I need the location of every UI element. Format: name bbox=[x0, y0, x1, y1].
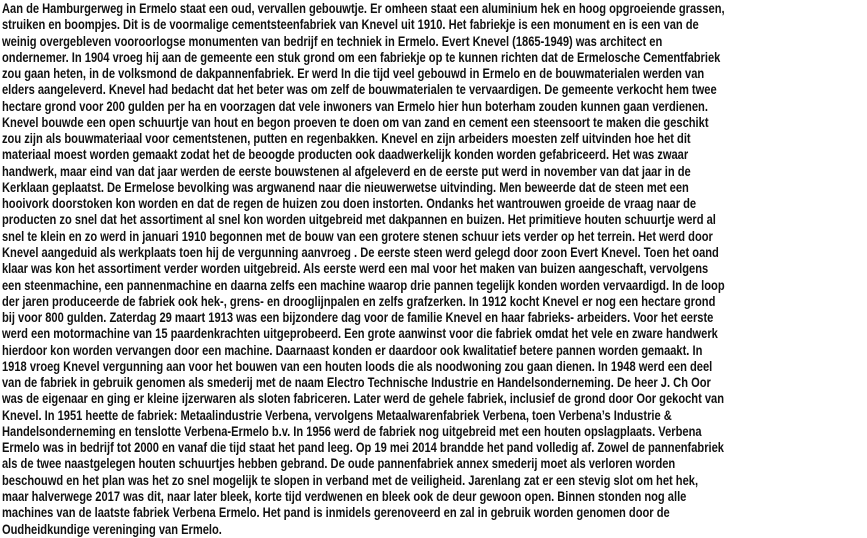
text-line: Handelsonderneming en tenslotte Verbena-Ermelo b.v. In 1956 werd de fabriek nog uitgebreid met een houten opslagplaats. Verbena bbox=[2, 423, 702, 439]
text-line: producten zo snel dat het assortiment al snel kon worden uitgebreid met dakpannen en buizen. Het primitieve houten schuurtje werd al bbox=[2, 212, 716, 228]
text-line: 1918 vroeg Knevel vergunning aan voor het bouwen van een houten loods die als noodwoning zou gaan dienen. In 1948 werd een deel bbox=[2, 358, 713, 374]
text-line: Kerklaan geplaatst. De Ermelose bevolking was argwanend naar die nieuwerwetse uitvinding. Men beweerde dat de steen met een bbox=[2, 179, 689, 195]
text-line: hierdoor kon worden vervangen door een machine. Daarnaast konden er daardoor ook kwalitatief betere pannen worden gemaakt. In bbox=[2, 342, 703, 358]
text-line: Knevel bouwde een open schuurtje van hout en begon proeven te doen om van zand en cement een steensoort te maken die geschikt bbox=[2, 114, 709, 130]
text-line: hectare grond voor 200 gulden per ha en voorzagen dat vele inwoners van Ermelo hier hun boterham zouden kunnen gaan verdienen. bbox=[2, 98, 708, 114]
text-line: Ermelo was in bedrijf tot 2000 en vanaf die tijd staat het pand leeg. Op 19 mei 2014 brandde het pand volledig af. Zowel de pannenfabriek bbox=[2, 440, 724, 456]
text-line: maar halverwege 2017 was dit, naar later bleek, korte tijd verdwenen en bleek ook de deur gewoon open. Binnen stonden nog alle bbox=[2, 488, 687, 504]
text-line: bij voor 800 gulden. Zaterdag 29 maart 1913 was een bijzondere dag voor de familie Knevel en haar fabrieks- arbeiders. Voor het eerste bbox=[2, 310, 714, 326]
text-line: Oudheidkundige vereninging van Ermelo. bbox=[2, 521, 222, 537]
text-line: van de fabriek in gebruik genomen als smederij met de naam Electro Technische Industrie en Handelsonderneming. De heer J. Ch Oor bbox=[2, 375, 711, 391]
text-line: snel te klein en zo werd in januari 1910 begonnen met de bouw van een grotere stenen schuur iets verder op het terrein. Het werd door bbox=[2, 228, 713, 244]
text-line: Aan de Hamburgerweg in Ermelo staat een oud, vervallen gebouwtje. Er omheen staat een aluminium hek en hoog opgroeiende grassen, bbox=[2, 1, 725, 16]
text-line: klaar was kon het assortiment verder worden uitgebreid. Als eerste werd een mal voor het maken van buizen aangeschaft, vervolgens bbox=[2, 261, 709, 277]
text-line: als de twee naastgelegen houten schuurtjes hebben gebrand. De oude pannenfabriek annex smederij moet als verloren worden bbox=[2, 456, 676, 472]
text-line: beschouwd en het plan was het zo snel mogelijk te slopen in verband met de veiligheid. Jarenlang zat er een stevig slot om het hek, bbox=[2, 472, 699, 488]
text-line: machines van de laatste fabriek Verbena Ermelo. Het pand is inmidels gerenoveerd en zal in gebruik worden genomen door de bbox=[2, 505, 670, 521]
text-line: hooivork doorstoken kon worden en dat de regen de huizen zou doen instorten. Ondanks het wantrouwen groeide de vraag naar de bbox=[2, 196, 697, 212]
text-line: zou gaan heten, in de volksmond de dakpannenfabriek. Er werd In die tijd veel gebouwd in Ermelo en de bouwmaterialen werden van bbox=[2, 66, 705, 82]
text-line: een steenmachine, een pannenmachine en daarna zelfs een machine waarop drie pannen tegelijk konden worden vervaardigd. In de loop bbox=[2, 277, 725, 293]
text-line: zou zijn als bouwmateriaal voor cementstenen, putten en regenbakken. Knevel en zijn arbeiders moesten zelf uitvinden hoe het dit bbox=[2, 131, 691, 147]
text-line: Knevel. In 1951 heette de fabriek: Metaalindustrie Verbena, vervolgens Metaalwarenfabriek Verbena, toen Verbena’s Industrie & bbox=[2, 407, 672, 423]
text-line: was de eigenaar en ging er kleine ijzerwaren als sloten fabriceren. Later werd de gehele fabriek, inclusief de grond door Oor gekocht van bbox=[2, 391, 725, 407]
text-line: elders aangeleverd. Knevel had bedacht dat het beter was om zelf de bouwmaterialen te vervaardigen. De gemeente verkocht hem twee bbox=[2, 82, 717, 98]
text-line: materiaal moest worden gemaakt zodat het de beoogde producten ook daadwerkelijk konden worden gefabriceerd. Het was zwaar bbox=[2, 147, 689, 163]
text-line: Knevel aangeduid als werkplaats toen hij de vergunning aanvroeg . De eerste steen werd gelegd door zoon Evert Knevel. Toen het oand bbox=[2, 244, 719, 260]
text-line: struiken en boompjes. Dit is de voormalige cementsteenfabriek van Knevel uit 1910. Het fabriekje is een monument en is een van de bbox=[2, 17, 699, 33]
text-line: handwerk, maar eind van dat jaar werden de eerste bouwstenen al afgeleverd en de eerste put werd in november van dat jaar in de bbox=[2, 163, 691, 179]
text-line: weinig overgebleven vooroorlogse monumenten van bedrijf en techniek in Ermelo. Evert Knevel (1865-1949) was architect en bbox=[2, 33, 663, 49]
text-line: ondernemer. In 1904 vroeg hij aan de gemeente een stuk grond om een fabriekje op te kunnen richten dat de Ermelosche Cementfabriek bbox=[2, 49, 721, 65]
text-line: werd een motormachine van 15 paardenkrachten uitgeprobeerd. Een grote aanwinst voor die fabriek omdat het vele en zware handwerk bbox=[2, 326, 718, 342]
article-text bbox=[2, 1, 865, 538]
text-line: der jaren produceerde de fabriek ook hek-, grens- en drooglijnpalen en zelfs grafzerken. In 1912 kocht Knevel er nog een hectare grond bbox=[2, 293, 716, 309]
